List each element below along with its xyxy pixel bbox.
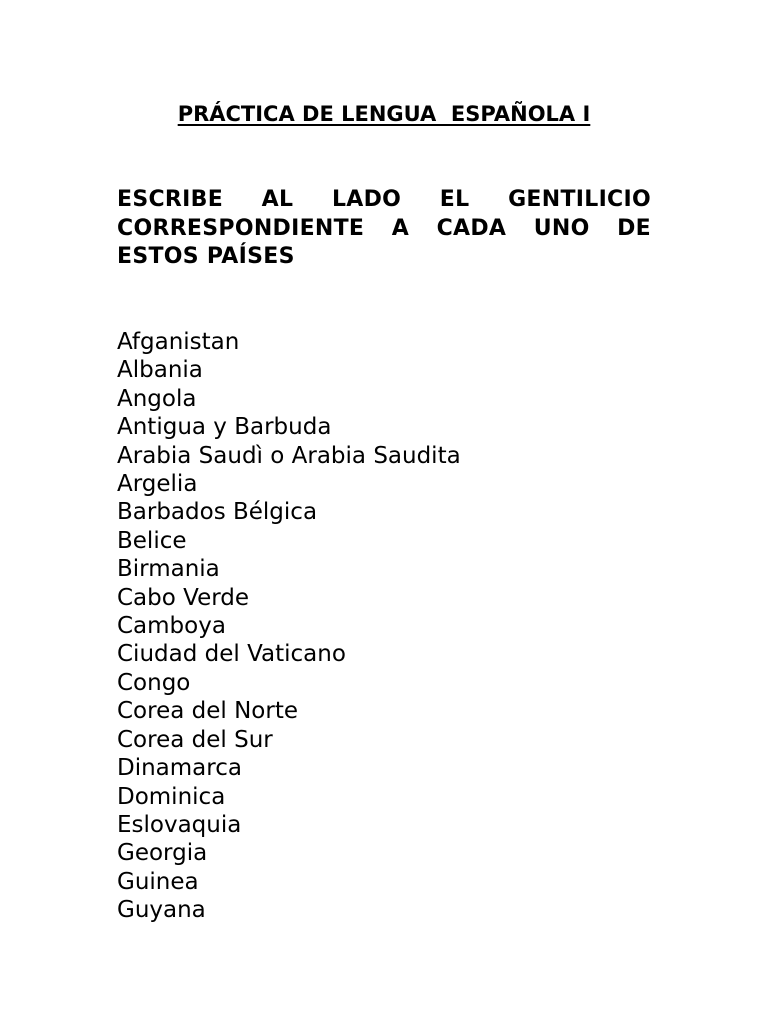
list-item: Corea del Sur — [117, 726, 273, 753]
list-item: Corea del Norte — [117, 698, 298, 725]
list-item: Antigua y Barbuda — [117, 414, 332, 441]
list-item: Ciudad del Vaticano — [117, 641, 346, 668]
list-item: Barbados Bélgica — [117, 499, 318, 526]
list-item: Afganistan — [117, 329, 240, 355]
list-item: Birmania — [117, 556, 220, 583]
list-item: Eslovaquia — [117, 811, 242, 838]
list-item: Dominica — [117, 783, 226, 810]
document-title: PRÁCTICA DE LENGUA ESPAÑOLA I — [177, 102, 591, 126]
list-item: Georgia — [117, 840, 208, 867]
list-item: Guyana — [117, 897, 206, 924]
country-list — [117, 328, 461, 925]
list-item: Cabo Verde — [117, 584, 250, 611]
list-item: Albania — [117, 357, 203, 384]
list-item: Belice — [117, 527, 187, 554]
list-item: Argelia — [117, 471, 198, 498]
list-item: Arabia Saudì o Arabia Saudita — [117, 442, 461, 469]
list-item: Dinamarca — [117, 755, 242, 782]
list-item: Guinea — [117, 868, 199, 895]
list-item: Congo — [117, 669, 191, 696]
list-item: Angola — [117, 385, 197, 412]
instruction-text: ESCRIBE AL LADO EL GENTILICIO CORRESPONDIENTE A CADA UNO DE ESTOS PAÍSES — [117, 187, 651, 269]
list-item: Camboya — [117, 613, 226, 640]
